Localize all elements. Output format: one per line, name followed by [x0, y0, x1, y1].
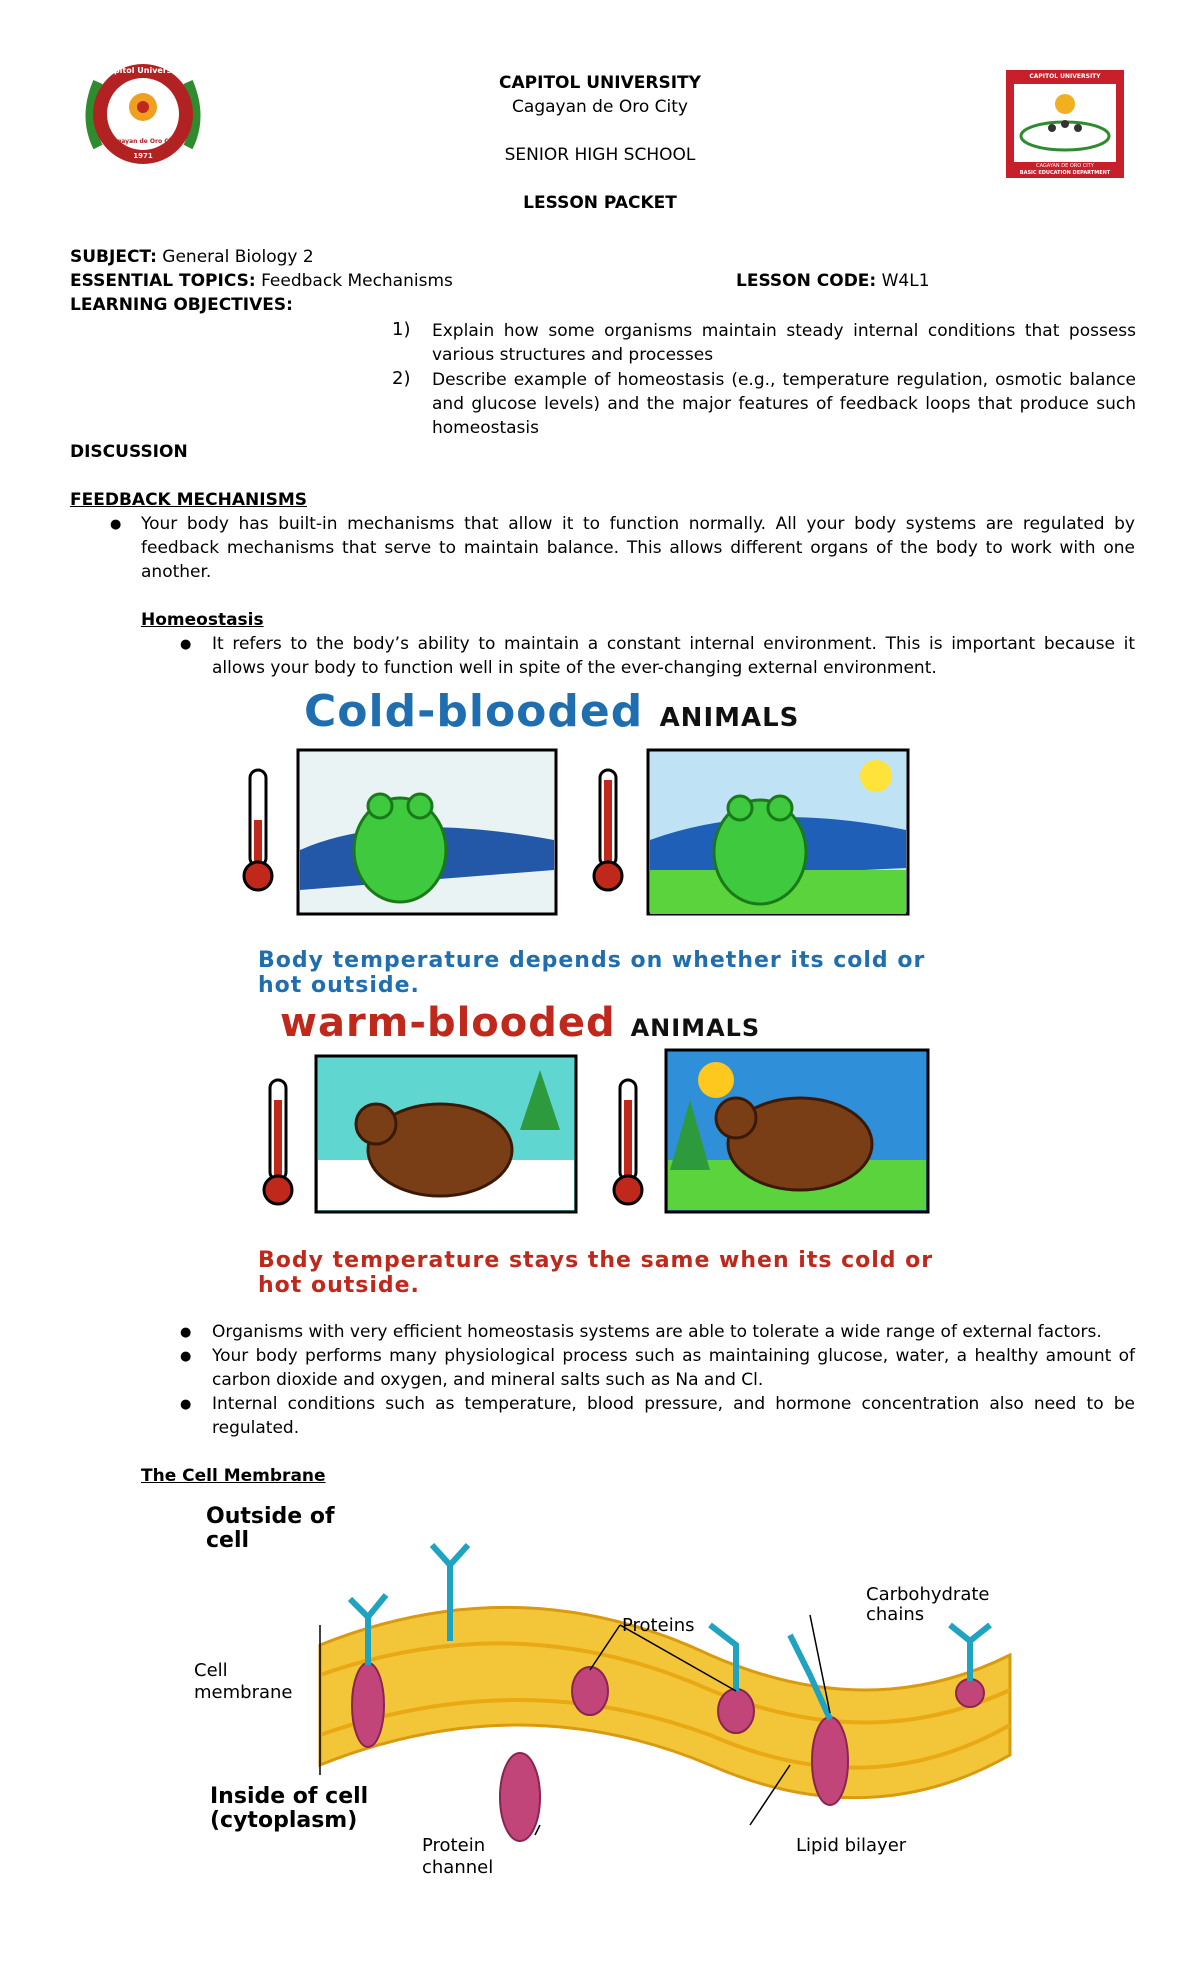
school-name: SENIOR HIGH SCHOOL [504, 145, 696, 165]
label-protein-channel: Protein channel [422, 1835, 494, 1878]
logo-right-dept: BASIC EDUCATION DEPARTMENT [1019, 170, 1111, 176]
list-item: Organisms with very efficient homeostasis systems are able to tolerate a wide range of external factors. [212, 1322, 1102, 1342]
bullet-dot: ● [180, 637, 192, 652]
topics-line [70, 269, 453, 293]
logo-right-name: CAPITOL UNIVERSITY [1029, 73, 1101, 80]
topics-label: ESSENTIAL TOPICS: [70, 271, 256, 291]
subject-line [70, 245, 314, 269]
objective-number: 2) [392, 368, 411, 389]
warm-blooded-title: warm-blooded ANIMALS [280, 1000, 761, 1046]
code-value: W4L1 [881, 271, 930, 291]
cell-membrane-heading: The Cell Membrane [141, 1466, 326, 1486]
animals-figure [240, 680, 970, 1300]
discussion-heading: DISCUSSION [70, 442, 188, 462]
cold-blooded-caption: Body temperature depends on whether its cold or hot outside. [258, 948, 926, 998]
objective-text: Explain how some organisms maintain steady internal conditions that possess various structures and processes [432, 321, 1136, 365]
subject-label: SUBJECT: [70, 247, 157, 267]
objectives-label: LEARNING OBJECTIVES: [70, 295, 293, 315]
code-label: LESSON CODE: [736, 271, 877, 291]
logo-left-city: Cagayan de Oro City [108, 138, 178, 145]
label-inside: Inside of cell (cytoplasm) [210, 1784, 369, 1833]
label-lipid-bilayer: Lipid bilayer [796, 1835, 907, 1856]
cold-blooded-title: Cold-blooded ANIMALS [304, 686, 800, 737]
subject-value: General Biology 2 [162, 247, 314, 267]
university-city: Cagayan de Oro City [512, 97, 688, 117]
label-carbohydrate: Carbohydrate chains [866, 1584, 990, 1625]
bullet-dot: ● [180, 1349, 192, 1364]
label-outside: Outside of cell [206, 1504, 335, 1553]
university-name: CAPITOL UNIVERSITY [499, 73, 701, 93]
list-item: Internal conditions such as temperature, blood pressure, and hormone concentration also need to be regulated. [212, 1394, 1135, 1438]
intro-paragraph: Your body has built-in mechanisms that allow it to function normally. All your body systems are regulated by feedback mechanisms that serve to maintain balance. This allows different organs of the body to work with one another. [141, 514, 1135, 582]
topics-value: Feedback Mechanisms [261, 271, 453, 291]
objective-text: Describe example of homeostasis (e.g., temperature regulation, osmotic balance and glucose levels) and the major features of feedback loops that produce such homeostasis [432, 370, 1136, 438]
homeostasis-heading: Homeostasis [141, 610, 264, 630]
warm-blooded-caption: Body temperature stays the same when its cold or hot outside. [258, 1248, 934, 1298]
list-item: Your body performs many physiological process such as maintaining glucose, water, a healthy amount of carbon dioxide and oxygen, and mineral salts such as Na and Cl. [212, 1346, 1135, 1390]
cell-membrane-figure [190, 1505, 1030, 1885]
objective-number: 1) [392, 319, 411, 340]
label-cell-membrane: Cell membrane [194, 1660, 293, 1703]
bullet-dot: ● [180, 1397, 192, 1412]
homeostasis-paragraph: It refers to the body’s ability to maintain a constant internal environment. This is important because it allows your body to function well in spite of the ever-changing external environment. [212, 634, 1135, 678]
feedback-heading: FEEDBACK MECHANISMS [70, 490, 307, 510]
label-proteins: Proteins [622, 1615, 695, 1636]
bullet-dot: ● [110, 517, 122, 532]
packet-title: LESSON PACKET [523, 193, 677, 213]
logo-left-year: 1971 [133, 152, 153, 160]
logo-left-name: Capitol University [102, 66, 184, 75]
bullet-dot: ● [180, 1325, 192, 1340]
lesson-code-line [736, 269, 930, 293]
logo-right-city: CAGAYAN DE ORO CITY [1036, 163, 1094, 169]
